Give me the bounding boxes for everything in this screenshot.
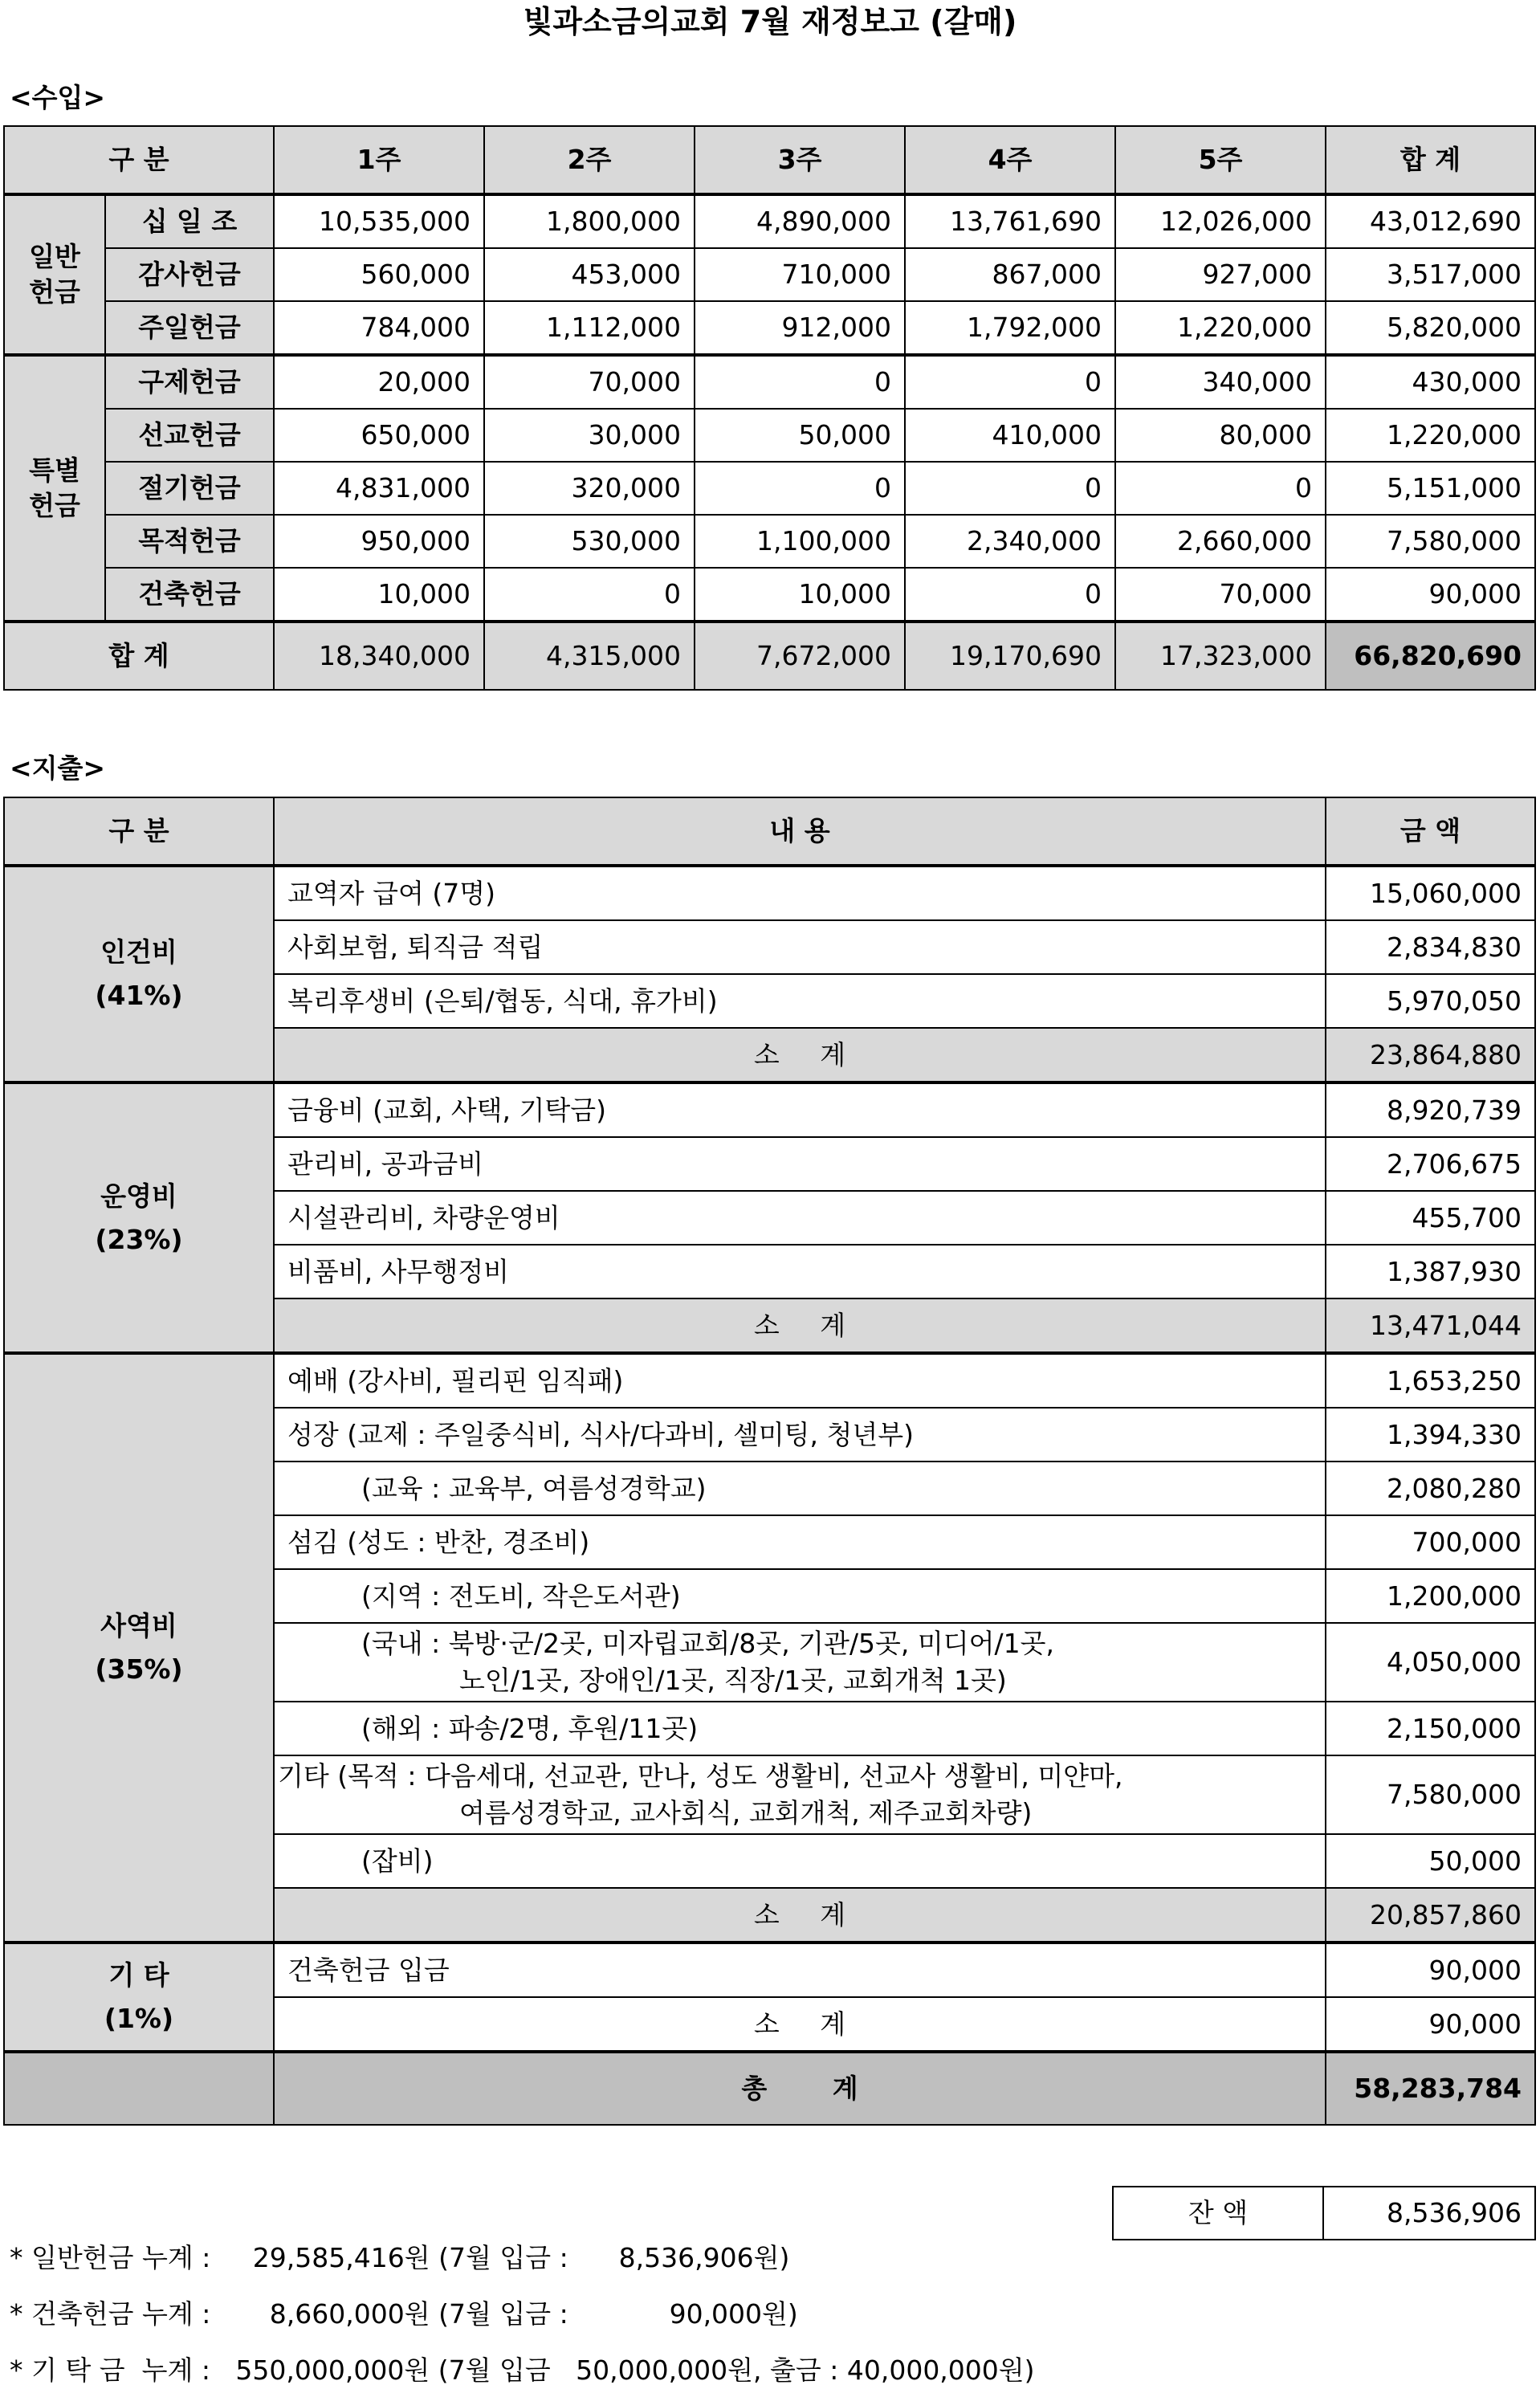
income-header-week4: 4주 [905,126,1115,194]
income-cell: 320,000 [484,462,695,515]
income-section-label: <수입> [10,82,106,113]
income-row-total: 7,580,000 [1326,515,1535,568]
income-cell: 340,000 [1115,355,1326,409]
income-cell: 1,220,000 [1115,301,1326,355]
income-row [4,248,1535,301]
income-cell: 950,000 [274,515,484,568]
income-row-total: 430,000 [1326,355,1535,409]
income-row-name: 건축헌금 [105,568,274,622]
expense-desc-multiline [274,1755,1326,1834]
income-cell: 10,535,000 [274,194,484,248]
income-row [4,462,1535,515]
income-cell: 2,340,000 [905,515,1115,568]
balance-box [1112,2186,1536,2240]
income-table [3,125,1536,691]
expense-amount: 15,060,000 [1326,866,1535,920]
income-sum-label: 합 계 [4,622,274,690]
page-title: 빛과소금의교회 7월 재정보고 (갈매) [523,4,1017,39]
expense-desc: 예배 (강사비, 필리핀 임직패) [274,1353,1326,1408]
category-percent: (1%) [104,2003,174,2034]
expense-amount: 700,000 [1326,1515,1535,1569]
income-header-week5: 5주 [1115,126,1326,194]
expense-desc: 성장 (교제 : 주일중식비, 식사/다과비, 셀미팅, 청년부) [274,1408,1326,1462]
income-cell: 1,100,000 [695,515,905,568]
category-name: 사역비 [100,1610,177,1641]
expense-desc: (해외 : 파송/2명, 후원/11곳) [274,1702,1326,1755]
grand-total-label: 총 계 [274,2052,1326,2125]
income-sum-cell: 4,315,000 [484,622,695,690]
subtotal-amount: 20,857,860 [1326,1888,1535,1943]
income-header-week1: 1주 [274,126,484,194]
income-cell: 10,000 [695,568,905,622]
expense-row [4,866,1535,920]
expense-header-category: 구 분 [4,797,274,866]
income-row-total: 3,517,000 [1326,248,1535,301]
income-cell: 912,000 [695,301,905,355]
category-percent: (41%) [95,980,183,1011]
subtotal-label: 소 계 [274,1298,1326,1353]
expense-desc: 사회보험, 퇴직금 적립 [274,920,1326,974]
income-header-total: 합 계 [1326,126,1535,194]
expense-desc: 건축헌금 입금 [274,1943,1326,1997]
expense-desc: (교육 : 교육부, 여름성경학교) [274,1462,1326,1515]
income-header-week2: 2주 [484,126,695,194]
income-cell: 80,000 [1115,409,1326,462]
income-header-week3: 3주 [695,126,905,194]
grand-total-spacer [4,2052,274,2125]
income-cell: 650,000 [274,409,484,462]
income-row [4,301,1535,355]
income-sum-cell: 19,170,690 [905,622,1115,690]
note-deposit: * 기 탁 금 누계 : 550,000,000원 (7월 입금 50,000,000원, 출금 : 40,000,000원) [10,2354,1035,2386]
income-cell: 30,000 [484,409,695,462]
category-percent: (23%) [95,1223,183,1255]
income-row [4,355,1535,409]
category-name: 운영비 [100,1180,177,1212]
expense-amount: 2,834,830 [1326,920,1535,974]
income-row-name: 주일헌금 [105,301,274,355]
income-cell: 867,000 [905,248,1115,301]
expense-desc: (지역 : 전도비, 작은도서관) [274,1569,1326,1623]
income-cell: 13,761,690 [905,194,1115,248]
expense-amount: 2,706,675 [1326,1137,1535,1191]
expense-row [4,1353,1535,1408]
note-building-offering: * 건축헌금 누계 : 8,660,000원 (7월 입금 : 90,000원) [10,2298,798,2330]
income-cell: 70,000 [484,355,695,409]
grand-total-amount: 58,283,784 [1326,2052,1535,2125]
income-row-name: 선교헌금 [105,409,274,462]
balance-value: 8,536,906 [1387,2197,1522,2228]
expense-amount: 90,000 [1326,1943,1535,1997]
income-sum-row [4,622,1535,690]
desc-line: (국내 : 북방·군/2곳, 미자립교회/8곳, 기관/5곳, 미디어/1곳, [361,1628,1055,1659]
income-cell: 710,000 [695,248,905,301]
income-row [4,568,1535,622]
balance-label: 잔 액 [1114,2187,1324,2239]
expense-amount: 1,653,250 [1326,1353,1535,1408]
income-header-category: 구 분 [4,126,274,194]
income-sum-cell: 17,323,000 [1115,622,1326,690]
expense-section-label: <지출> [10,752,106,784]
expense-amount: 455,700 [1326,1191,1535,1245]
income-cell: 12,026,000 [1115,194,1326,248]
income-cell: 0 [905,355,1115,409]
expense-category-personnel [4,866,274,1082]
income-cell: 4,831,000 [274,462,484,515]
income-group-special: 특별 헌금 [4,355,105,622]
income-row-name: 목적헌금 [105,515,274,568]
expense-desc: 교역자 급여 (7명) [274,866,1326,920]
income-row-name: 구제헌금 [105,355,274,409]
expense-amount: 1,200,000 [1326,1569,1535,1623]
expense-amount: 5,970,050 [1326,974,1535,1028]
income-row [4,409,1535,462]
income-row-total: 5,151,000 [1326,462,1535,515]
income-grand-total: 66,820,690 [1326,622,1535,690]
income-cell: 0 [695,462,905,515]
income-cell: 1,792,000 [905,301,1115,355]
expense-amount: 7,580,000 [1326,1755,1535,1834]
income-sum-cell: 7,672,000 [695,622,905,690]
income-cell: 0 [484,568,695,622]
subtotal-label: 소 계 [274,1888,1326,1943]
desc-line: 기타 (목적 : 다음세대, 선교관, 만나, 성도 생활비, 선교사 생활비, 미얀마, [278,1760,1123,1792]
income-cell: 1,800,000 [484,194,695,248]
income-row-total: 5,820,000 [1326,301,1535,355]
income-cell: 0 [905,462,1115,515]
income-cell: 530,000 [484,515,695,568]
expense-desc-multiline [274,1623,1326,1702]
expense-desc: 관리비, 공과금비 [274,1137,1326,1191]
income-cell: 0 [695,355,905,409]
income-cell: 927,000 [1115,248,1326,301]
income-cell: 784,000 [274,301,484,355]
category-name: 기 타 [108,1959,169,1991]
income-cell: 10,000 [274,568,484,622]
expense-amount: 1,387,930 [1326,1245,1535,1298]
expense-header-content: 내 용 [274,797,1326,866]
income-row-total: 90,000 [1326,568,1535,622]
expense-desc: 시설관리비, 차량운영비 [274,1191,1326,1245]
income-cell: 70,000 [1115,568,1326,622]
expense-amount: 8,920,739 [1326,1082,1535,1137]
income-row-name: 절기헌금 [105,462,274,515]
desc-line: 여름성경학교, 교사회식, 교회개척, 제주교회차량) [459,1797,1033,1828]
subtotal-amount: 90,000 [1326,1997,1535,2052]
income-cell: 4,890,000 [695,194,905,248]
income-cell: 20,000 [274,355,484,409]
income-cell: 2,660,000 [1115,515,1326,568]
expense-row [4,1943,1535,1997]
desc-line: 노인/1곳, 장애인/1곳, 직장/1곳, 교회개척 1곳) [459,1665,1007,1696]
income-row-total: 43,012,690 [1326,194,1535,248]
expense-amount: 1,394,330 [1326,1408,1535,1462]
expense-amount: 2,150,000 [1326,1702,1535,1755]
grand-total-row [4,2052,1535,2125]
expense-desc: 복리후생비 (은퇴/협동, 식대, 휴가비) [274,974,1326,1028]
expense-desc: (잡비) [274,1834,1326,1888]
category-name: 인건비 [100,936,177,968]
expense-header-amount: 금 액 [1326,797,1535,866]
expense-amount: 4,050,000 [1326,1623,1535,1702]
income-cell: 0 [1115,462,1326,515]
subtotal-label: 소 계 [274,1028,1326,1082]
expense-category-ministry [4,1353,274,1943]
income-group-general: 일반 헌금 [4,194,105,355]
note-general-offering: * 일반헌금 누계 : 29,585,416원 (7월 입금 : 8,536,906원) [10,2242,790,2273]
expense-desc: 비품비, 사무행정비 [274,1245,1326,1298]
income-cell: 1,112,000 [484,301,695,355]
expense-amount: 50,000 [1326,1834,1535,1888]
expense-category-other [4,1943,274,2052]
expense-desc: 금융비 (교회, 사택, 기탁금) [274,1082,1326,1137]
income-row-total: 1,220,000 [1326,409,1535,462]
income-cell: 453,000 [484,248,695,301]
category-percent: (35%) [95,1653,183,1685]
expense-category-operations [4,1082,274,1353]
income-cell: 50,000 [695,409,905,462]
subtotal-label: 소 계 [274,1997,1326,2052]
income-cell: 0 [905,568,1115,622]
expense-amount: 2,080,280 [1326,1462,1535,1515]
expense-table [3,797,1536,2126]
income-row [4,194,1535,248]
income-row [4,515,1535,568]
income-row-name: 십 일 조 [105,194,274,248]
subtotal-amount: 13,471,044 [1326,1298,1535,1353]
expense-desc: 섬김 (성도 : 반찬, 경조비) [274,1515,1326,1569]
income-sum-cell: 18,340,000 [274,622,484,690]
subtotal-amount: 23,864,880 [1326,1028,1535,1082]
expense-row [4,1082,1535,1137]
income-row-name: 감사헌금 [105,248,274,301]
income-cell: 560,000 [274,248,484,301]
income-cell: 410,000 [905,409,1115,462]
